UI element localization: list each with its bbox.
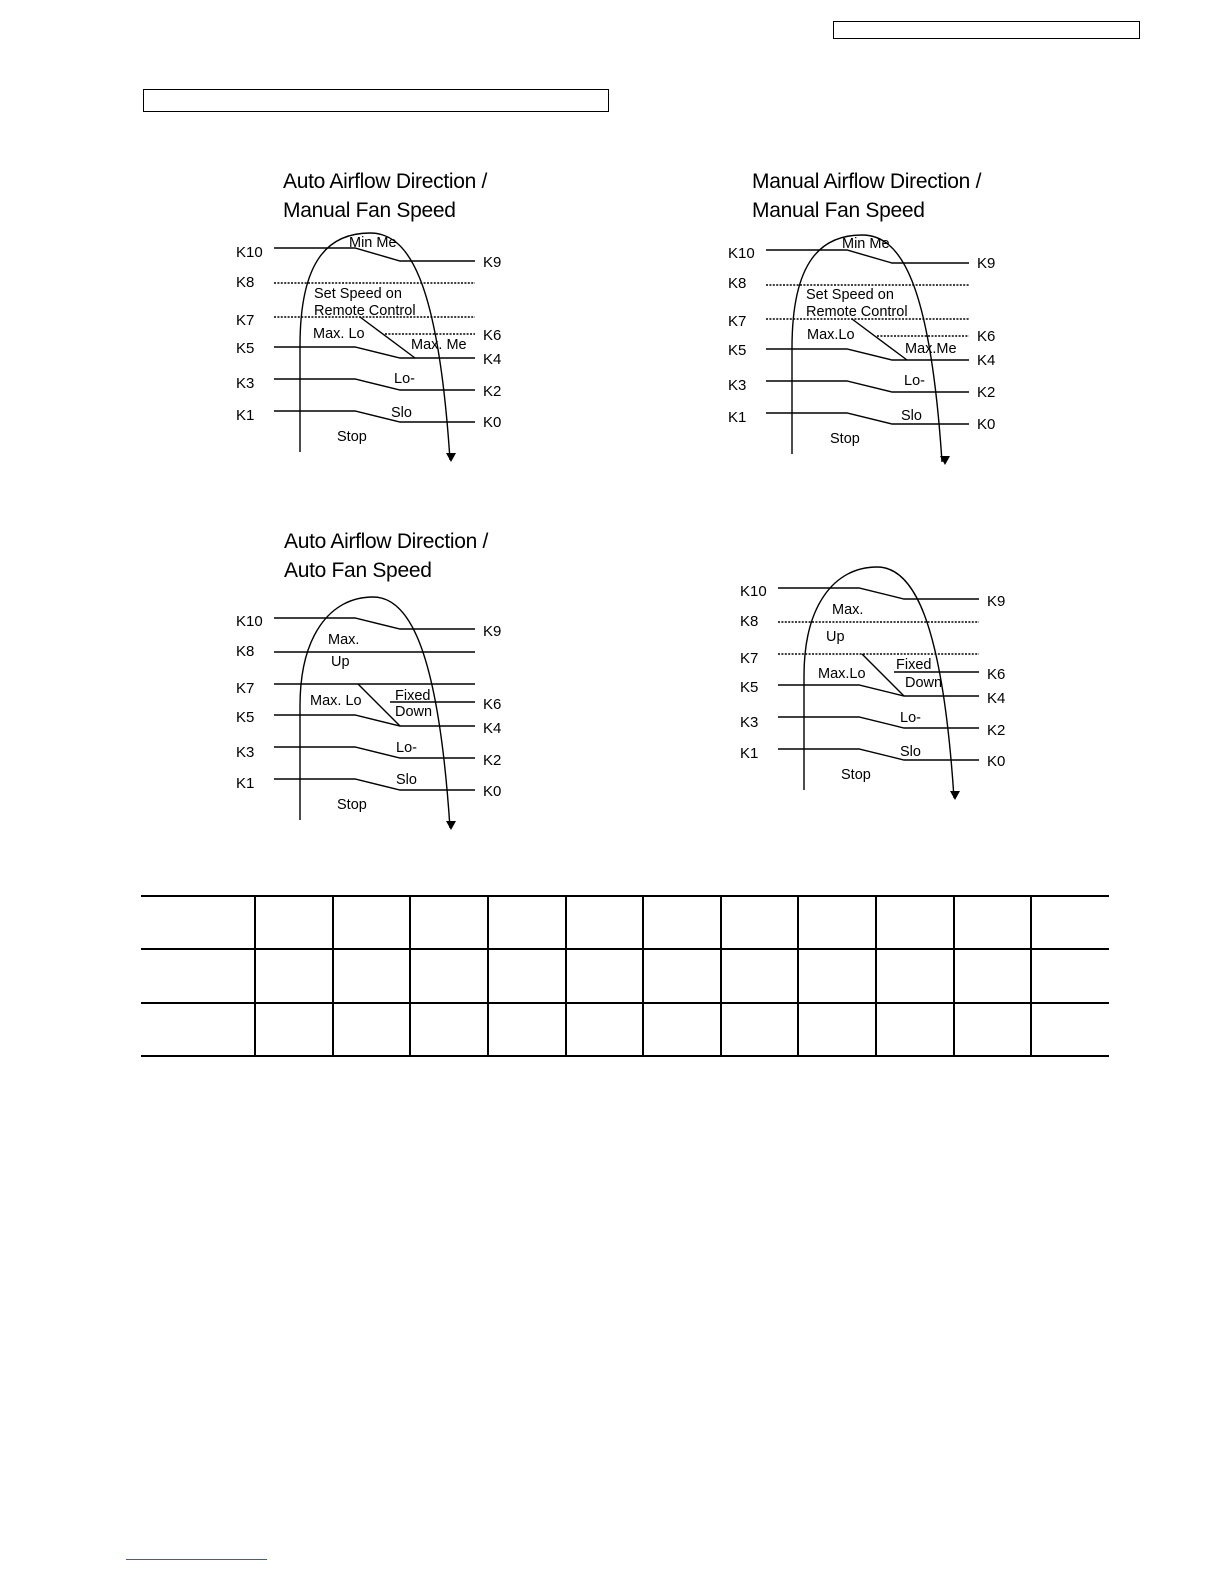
k2-label: K2 <box>483 383 502 400</box>
table-cell <box>566 1003 644 1056</box>
max-label: Max. <box>832 602 864 618</box>
table-cell <box>643 1003 721 1056</box>
k10-label: K10 <box>740 583 767 600</box>
k8-label: K8 <box>728 275 747 292</box>
table-cell <box>255 896 333 949</box>
table-cell <box>1031 949 1109 1002</box>
k2-label: K2 <box>483 752 502 769</box>
table-cell <box>141 1003 255 1056</box>
max-lo-label: Max.Lo <box>818 666 866 682</box>
max-lo-label: Max.Lo <box>807 327 855 343</box>
min-me-label: Min Me <box>349 235 397 251</box>
table-cell <box>954 896 1032 949</box>
k10-label: K10 <box>236 613 263 630</box>
table-cell <box>488 949 566 1002</box>
line-k3-k2 <box>274 747 475 758</box>
k4-label: K4 <box>977 352 996 369</box>
line-k10-k9 <box>274 618 475 629</box>
down-label: Down <box>395 704 433 720</box>
max-lo-label: Max. Lo <box>310 693 362 709</box>
k6-label: K6 <box>483 327 502 344</box>
diagram-2-manual-airflow <box>722 230 1012 470</box>
diagram-3-title-line-1: Auto Airflow Direction / <box>284 530 489 553</box>
table-cell <box>721 896 799 949</box>
table-cell <box>876 949 954 1002</box>
k9-label: K9 <box>987 593 1006 610</box>
fixed-label: Fixed <box>395 688 431 704</box>
lo-label: Lo- <box>396 740 417 756</box>
diagram-2-title-line-1: Manual Airflow Direction / <box>752 170 982 193</box>
table-cell <box>643 949 721 1002</box>
max-me-label: Max. Me <box>411 337 467 353</box>
diagram-2-title-line-2: Manual Fan Speed <box>752 199 925 222</box>
line-k5-k4 <box>778 685 979 696</box>
up-label: Up <box>331 654 350 670</box>
k4-label: K4 <box>483 720 502 737</box>
table-cell <box>721 1003 799 1056</box>
line-k5-k4 <box>274 715 475 726</box>
stop-label: Stop <box>337 429 367 445</box>
diagram-3-title <box>284 527 488 585</box>
table-cell <box>798 1003 876 1056</box>
set-speed-label-line-2: Remote Control <box>806 304 908 320</box>
line-k1-k0 <box>778 749 979 760</box>
diagram-1-title <box>283 167 487 225</box>
k6-label: K6 <box>483 696 502 713</box>
lo-label: Lo- <box>900 710 921 726</box>
k5-label: K5 <box>740 679 759 696</box>
table-cell <box>141 949 255 1002</box>
min-me-label: Min Me <box>842 236 890 252</box>
line-diagonal <box>360 317 415 358</box>
k0-label: K0 <box>987 753 1006 770</box>
line-k3-k2 <box>778 717 979 728</box>
table-cell <box>333 949 411 1002</box>
table-cell <box>1031 1003 1109 1056</box>
diagram-1-manual-fan-speed <box>230 228 520 468</box>
table-cell <box>255 1003 333 1056</box>
table-cell <box>876 896 954 949</box>
slo-label: Slo <box>901 408 922 424</box>
lo-label: Lo- <box>394 371 415 387</box>
stop-label: Stop <box>337 797 367 813</box>
k5-label: K5 <box>728 342 747 359</box>
diagram-3-auto-fan-speed <box>230 596 520 836</box>
slo-label: Slo <box>396 772 417 788</box>
k6-label: K6 <box>987 666 1006 683</box>
k8-label: K8 <box>740 613 759 630</box>
table-cell <box>488 896 566 949</box>
line-k3-k2 <box>274 379 475 390</box>
down-label: Down <box>905 675 943 691</box>
k10-label: K10 <box>728 245 755 262</box>
footer-link-underline[interactable] <box>126 1559 267 1560</box>
up-label: Up <box>826 629 845 645</box>
k1-label: K1 <box>728 409 747 426</box>
speed-table-body <box>141 896 1109 1056</box>
k1-label: K1 <box>236 407 255 424</box>
speed-table <box>141 895 1109 1057</box>
max-label: Max. <box>328 632 360 648</box>
fixed-label: Fixed <box>896 657 932 673</box>
table-cell <box>566 896 644 949</box>
table-row <box>141 896 1109 949</box>
k6-label: K6 <box>977 328 996 345</box>
k8-label: K8 <box>236 643 255 660</box>
k0-label: K0 <box>977 416 996 433</box>
k1-label: K1 <box>236 775 255 792</box>
k8-label: K8 <box>236 274 255 291</box>
slo-label: Slo <box>900 744 921 760</box>
table-cell <box>566 949 644 1002</box>
k5-label: K5 <box>236 709 255 726</box>
table-cell <box>141 896 255 949</box>
set-speed-label-line-1: Set Speed on <box>314 286 402 302</box>
stop-label: Stop <box>841 767 871 783</box>
k7-label: K7 <box>236 680 255 697</box>
diagram-3-title-line-2: Auto Fan Speed <box>284 559 432 582</box>
table-row <box>141 949 1109 1002</box>
diagram-1-title-line-2: Manual Fan Speed <box>283 199 456 222</box>
line-k10-k9 <box>778 588 979 599</box>
table-cell <box>1031 896 1109 949</box>
table-cell <box>954 949 1032 1002</box>
k1-label: K1 <box>740 745 759 762</box>
table-cell <box>643 896 721 949</box>
k2-label: K2 <box>987 722 1006 739</box>
k10-label: K10 <box>236 244 263 261</box>
table-row <box>141 1003 1109 1056</box>
k4-label: K4 <box>483 351 502 368</box>
k4-label: K4 <box>987 690 1006 707</box>
k3-label: K3 <box>236 375 255 392</box>
table-cell <box>410 896 488 949</box>
max-me-label: Max.Me <box>905 341 957 357</box>
k3-label: K3 <box>236 744 255 761</box>
lo-label: Lo- <box>904 373 925 389</box>
set-speed-label-line-1: Set Speed on <box>806 287 894 303</box>
arrow-head <box>446 453 456 462</box>
table-cell <box>333 896 411 949</box>
line-diagonal <box>852 319 907 360</box>
k7-label: K7 <box>740 650 759 667</box>
line-k1-k0 <box>274 779 475 790</box>
table-cell <box>410 949 488 1002</box>
table-cell <box>954 1003 1032 1056</box>
line-diagonal <box>358 684 400 726</box>
table-cell <box>255 949 333 1002</box>
k7-label: K7 <box>236 312 255 329</box>
diagram-1-title-line-1: Auto Airflow Direction / <box>283 170 488 193</box>
k0-label: K0 <box>483 783 502 800</box>
k9-label: K9 <box>977 255 996 272</box>
arrow-head <box>446 821 456 830</box>
table-cell <box>798 949 876 1002</box>
k9-label: K9 <box>483 623 502 640</box>
k3-label: K3 <box>728 377 747 394</box>
diagram-2-title <box>752 167 981 225</box>
k9-label: K9 <box>483 254 502 271</box>
k3-label: K3 <box>740 714 759 731</box>
table-cell <box>333 1003 411 1056</box>
set-speed-label-line-2: Remote Control <box>314 303 416 319</box>
table-cell <box>798 896 876 949</box>
header-title-box <box>833 21 1140 39</box>
k5-label: K5 <box>236 340 255 357</box>
table-cell <box>410 1003 488 1056</box>
section-title-box <box>143 89 609 112</box>
stop-label: Stop <box>830 431 860 447</box>
k7-label: K7 <box>728 313 747 330</box>
diagram-4-auto-fan-speed <box>734 566 1024 806</box>
k2-label: K2 <box>977 384 996 401</box>
table-cell <box>721 949 799 1002</box>
k0-label: K0 <box>483 414 502 431</box>
line-k1-k0 <box>274 411 475 422</box>
line-k3-k2 <box>766 381 969 392</box>
table-cell <box>876 1003 954 1056</box>
slo-label: Slo <box>391 405 412 421</box>
table-cell <box>488 1003 566 1056</box>
arrow-head <box>950 791 960 800</box>
max-lo-label: Max. Lo <box>313 326 365 342</box>
